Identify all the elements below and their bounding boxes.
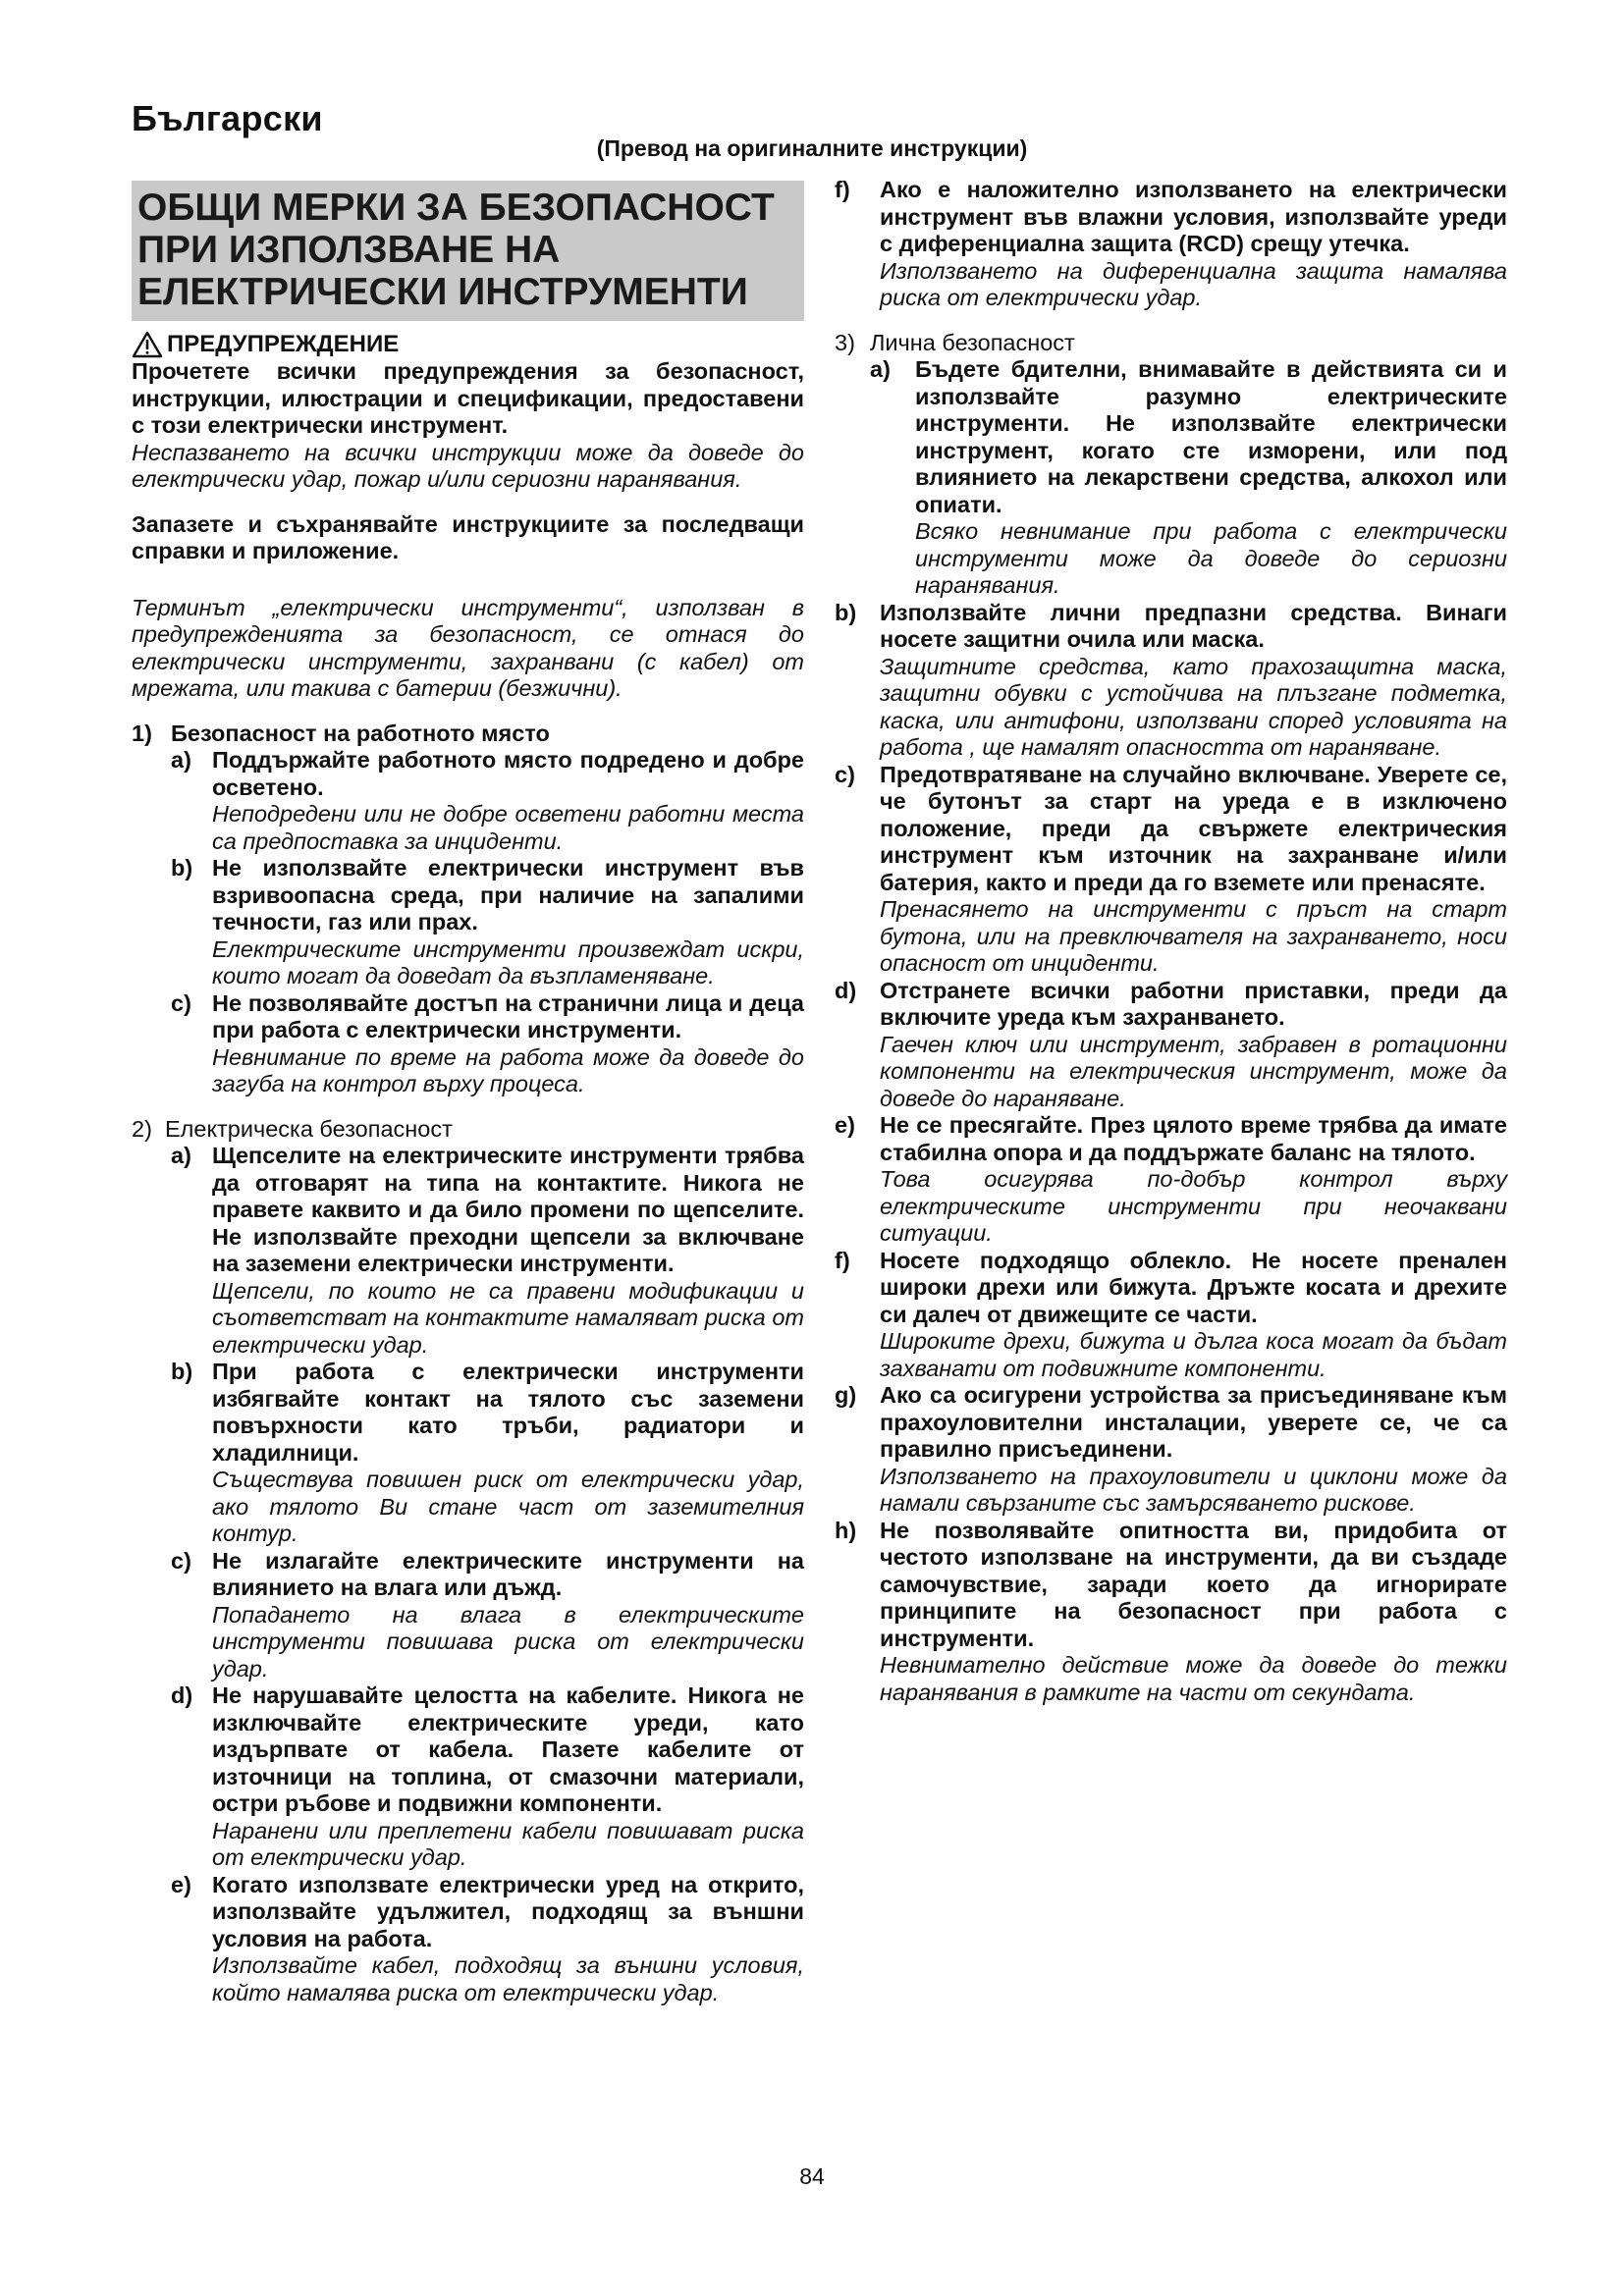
list-item bbox=[835, 1112, 1507, 1248]
translation-subtitle: (Превод на оригиналните инструкции) bbox=[596, 135, 1028, 161]
item-label: e) bbox=[171, 1871, 191, 1897]
item-italic-text: Гаечен ключ или инструмент, забравен в ротационни компоненти на електрическия инструмент, може да доведе до нараняване. bbox=[880, 1031, 1507, 1111]
list-item bbox=[171, 1682, 804, 1872]
list-item bbox=[171, 1359, 804, 1548]
section-banner bbox=[132, 181, 804, 321]
list-item bbox=[171, 1872, 804, 2007]
item-italic-text: Всяко невнимание при работа с електрически инструменти може да доведе до сериозни наранявания. bbox=[915, 518, 1507, 598]
section-title: Електрическа безопасност bbox=[165, 1115, 453, 1142]
banner-line-2: ПРИ ИЗПОЛЗВАНЕ НА bbox=[137, 229, 561, 271]
item-bold-text: Не излагайте електрическите инструменти на влиянието на влага или дъжд. bbox=[212, 1547, 804, 1600]
item-label: c) bbox=[171, 1547, 191, 1574]
item-label: c) bbox=[835, 761, 855, 787]
warning-title: ПРЕДУПРЕЖДЕНИЕ bbox=[167, 331, 400, 358]
item-label: b) bbox=[171, 1359, 193, 1384]
item-bold-text: При работа с електрически инструменти избягвайте контакт на тялото със заземени повърхности като тръби, радиатори и хладилници. bbox=[212, 1359, 804, 1466]
item-italic-text: Широките дрехи, бижута и дълга коса могат да бъдат захванати от подвижните компоненти. bbox=[880, 1328, 1507, 1381]
warning-heading bbox=[132, 331, 804, 358]
item-bold-text: Отстранете всички работни приставки, преди да включите уреда към захранването. bbox=[880, 977, 1507, 1030]
warning-triangle-icon bbox=[132, 331, 163, 358]
item-italic-text: Използването на прахоуловители и циклони може да намали свързаните със замърсяването рискове. bbox=[880, 1463, 1507, 1516]
item-italic-text: Неподредени или не добре осветени работни места са предпоставка за инциденти. bbox=[212, 801, 804, 854]
section-number: 3) bbox=[835, 329, 855, 355]
item-italic-text: Невнимателно действие може да доведе до тежки наранявания в рамките на части от секундата. bbox=[880, 1652, 1507, 1705]
item-label: a) bbox=[870, 356, 891, 382]
item-label: g) bbox=[835, 1382, 857, 1408]
item-italic-text: Невнимание по време на работа може да доведе до загуба на контрол върху процеса. bbox=[212, 1043, 804, 1096]
list-item bbox=[835, 762, 1507, 978]
list-item bbox=[171, 1548, 804, 1683]
item-label: c) bbox=[171, 989, 191, 1016]
section-title: Лична безопасност bbox=[870, 329, 1075, 355]
item-bold-text: Използвайте лични предпазни средства. Винаги носете защитни очила или маска. bbox=[880, 599, 1507, 652]
item-italic-text: Защитните средства, като прахозащитна маска, защитни обувки с устойчива на плъзгане подметка, каска, или антифони, използвани според условията на работа , ще намалят опасността от нараняване. bbox=[880, 653, 1507, 760]
warning-italic-text: Неспазването на всички инструкции може да доведе до електрически удар, пожар и/или сериозни наранявания. bbox=[132, 439, 804, 492]
item-label: e) bbox=[835, 1112, 855, 1138]
list-item bbox=[870, 356, 1507, 600]
section-1-heading bbox=[132, 721, 804, 748]
warning-bold-text: Прочетете всички предупреждения за безопасност, инструкции, илюстрации и спецификации, предоставени с този електрически инструмент. bbox=[132, 358, 804, 438]
item-italic-text: Пренасянето на инструменти с пръст на старт бутона, или на превключвателя на захранването, носи опасност от инциденти. bbox=[880, 896, 1507, 976]
item-bold-text: Не нарушавайте целостта на кабелите. Никога не изключвайте електрическите уреди, като издърпвате от кабела. Пазете кабелите от източници на топлина, от смазочни материали, остри ръбове и подвижни компоненти. bbox=[212, 1682, 804, 1816]
list-item bbox=[171, 1143, 804, 1359]
list-item bbox=[835, 978, 1507, 1113]
keep-instructions-text: Запазете и съхранявайте инструкциите за последващи справки и приложение. bbox=[132, 510, 804, 563]
list-item bbox=[835, 177, 1507, 312]
item-label: f) bbox=[835, 177, 850, 202]
right-column bbox=[835, 177, 1507, 1706]
item-label: b) bbox=[835, 599, 857, 625]
item-bold-text: Не се пресягайте. През цялото време трябва да имате стабилна опора и да поддържате баланс на тялото. bbox=[880, 1112, 1507, 1165]
left-column bbox=[132, 181, 804, 2006]
item-italic-text: Електрическите инструменти произвеждат искри, които могат да доведат да възпламеняване. bbox=[212, 935, 804, 988]
item-label: b) bbox=[171, 855, 193, 881]
item-bold-text: Ако са осигурени устройства за присъединяване към прахоуловителни инсталации, уверете се, че са правилно присъединени. bbox=[880, 1382, 1507, 1462]
list-item bbox=[835, 1382, 1507, 1518]
item-italic-text: Използвайте кабел, подходящ за външни условия, който намалява риска от електрически удар. bbox=[212, 1952, 804, 2005]
item-bold-text: Носете подходящо облекло. Не носете пренален широки дрехи или бижута. Дръжте косата и дрехите си далеч от движещите се части. bbox=[880, 1247, 1507, 1327]
item-label: d) bbox=[171, 1682, 193, 1708]
item-italic-text: Щепсели, по които не са правени модификации и съответстват на контактите намаляват риска от електрически удар. bbox=[212, 1277, 804, 1358]
item-italic-text: Използването на диференциална защита намалява риска от електрически удар. bbox=[880, 257, 1507, 310]
item-bold-text: Когато използвате електрически уред на открито, използвайте удължител, подходящ за външни условия на работа. bbox=[212, 1871, 804, 1951]
list-item bbox=[835, 1518, 1507, 1707]
item-italic-text: Наранени или преплетени кабели повишават риска от електрически удар. bbox=[212, 1817, 804, 1870]
page-number: 84 bbox=[799, 2163, 825, 2189]
term-definition-text: Терминът „електрически инструменти“, използван в предупрежденията за безопасност, се отнася до електрически инструменти, захранвани (с кабел) от мрежата, или такива с батерии (безжични). bbox=[132, 594, 804, 701]
section-title: Безопасност на работното място bbox=[171, 720, 550, 746]
item-label: d) bbox=[835, 977, 857, 1003]
language-heading: Български bbox=[132, 98, 323, 138]
section-2-heading bbox=[132, 1116, 804, 1144]
item-bold-text: Не използвайте електрически инструмент във взривоопасна среда, при наличие на запалими течности, газ или прах. bbox=[212, 855, 804, 934]
section-number: 2) bbox=[132, 1115, 152, 1142]
item-label: a) bbox=[171, 747, 191, 773]
item-bold-text: Щепселите на електрическите инструменти трябва да отговарят на типа на контактите. Никога не правете каквито и да било промени по щепселите. Не използвайте преходни щепсели за включване на заземени електрически инструменти. bbox=[212, 1143, 804, 1276]
item-bold-text: Бъдете бдителни, внимавайте в действията си и използвайте разумно електрическите инструменти. Не използвайте електрически инструмент, когато сте изморени, или под влиянието на лекарствени средства, алкохол или опиати. bbox=[915, 356, 1507, 517]
item-italic-text: Попадането на влага в електрическите инструменти повишава риска от електрически удар. bbox=[212, 1601, 804, 1682]
list-item bbox=[835, 600, 1507, 762]
section-number: 1) bbox=[132, 720, 152, 746]
item-bold-text: Не позволявайте достъп на странични лица и деца при работа с електрически инструменти. bbox=[212, 989, 804, 1042]
section-3-heading bbox=[835, 330, 1507, 357]
item-bold-text: Не позволявайте опитността ви, придобита от честото използване на инструменти, да ви създаде самочувствие, заради което да игнорирате принципите на безопасност при работа с инструменти. bbox=[880, 1517, 1507, 1651]
item-bold-text: Ако е наложително използването на електрически инструмент във влажни условия, използвайте уреди с диференциална защита (RCD) срещу утечка. bbox=[880, 177, 1507, 256]
banner-line-1: ОБЩИ МЕРКИ ЗА БЕЗОПАСНОСТ bbox=[137, 187, 775, 229]
item-italic-text: Това осигурява по-добър контрол върху електрическите инструменти при неочаквани ситуации. bbox=[880, 1166, 1507, 1246]
item-italic-text: Съществува повишен риск от електрически удар, ако тялото Ви стане част от заземителния контур. bbox=[212, 1467, 804, 1546]
item-bold-text: Поддържайте работното място подредено и добре осветено. bbox=[212, 747, 804, 800]
banner-line-3: ЕЛЕКТРИЧЕСКИ ИНСТРУМЕНТИ bbox=[137, 271, 748, 313]
list-item bbox=[835, 1248, 1507, 1383]
item-label: a) bbox=[171, 1143, 191, 1168]
list-item bbox=[171, 747, 804, 855]
list-item bbox=[171, 855, 804, 990]
list-item bbox=[171, 990, 804, 1098]
item-bold-text: Предотвратяване на случайно включване. Уверете се, че бутонът за старт на уреда е в изключено положение, преди да свържете електрическия инструмент към източник на захранване и/или батерия, както и преди да го вземете или пренасяте. bbox=[880, 761, 1507, 895]
item-label: f) bbox=[835, 1247, 850, 1273]
item-label: h) bbox=[835, 1517, 857, 1543]
